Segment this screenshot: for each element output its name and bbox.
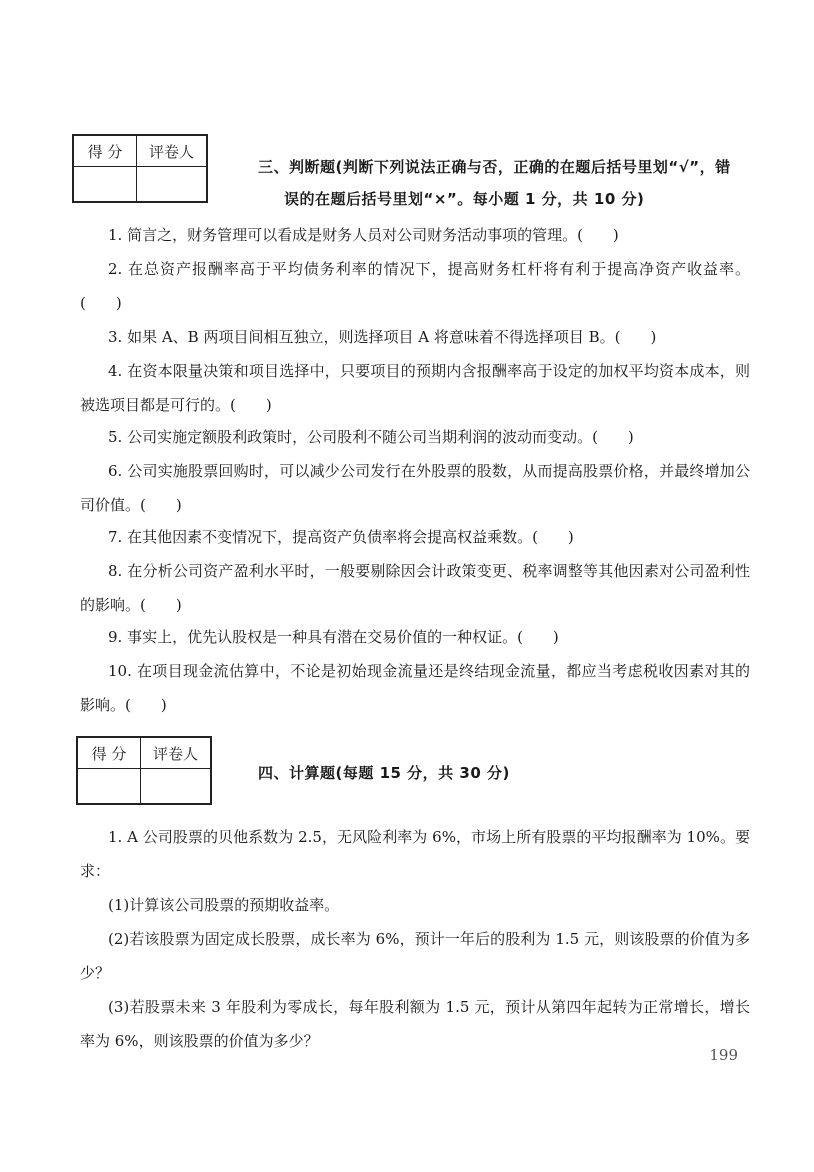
question-5: 5. 公司实施定额股利政策时，公司股利不随公司当期利润的波动而变动。( ) xyxy=(108,428,634,446)
score-label: 得 分 xyxy=(73,135,137,167)
section-4-heading: 四、计算题(每题 15 分，共 30 分) xyxy=(258,764,510,782)
score-box-section-4 xyxy=(76,736,212,805)
grader-cell[interactable] xyxy=(137,167,208,203)
calc-question-1: 1. A 公司股票的贝他系数为 2.5，无风险利率为 6%，市场上所有股票的平均报酬率为 10%。要求： xyxy=(80,828,750,880)
score-box-section-3 xyxy=(72,134,208,203)
question-3: 3. 如果 A、B 两项目间相互独立，则选择项目 A 将意味着不得选择项目 B。( ) xyxy=(108,328,657,346)
section-3-heading-line1: 三、判断题(判断下列说法正确与否，正确的在题后括号里划“√”，错 xyxy=(258,158,731,176)
calc-question-1-part-2: (2)若该股票为固定成长股票，成长率为 6%，预计一年后的股利为 1.5 元，则该股票的价值为多少？ xyxy=(80,930,750,982)
grader-label: 评卷人 xyxy=(141,737,212,769)
question-10: 10. 在项目现金流估算中，不论是初始现金流量还是终结现金流量，都应当考虑税收因素对其的影响。( ) xyxy=(80,662,750,714)
section-3-heading-line2: 误的在题后括号里划“×”。每小题 1 分，共 10 分) xyxy=(284,190,645,208)
grader-cell[interactable] xyxy=(141,769,212,805)
question-7: 7. 在其他因素不变情况下，提高资产负债率将会提高权益乘数。( ) xyxy=(108,528,574,546)
score-cell[interactable] xyxy=(77,769,141,805)
calc-question-1-part-3: (3)若股票未来 3 年股利为零成长，每年股利额为 1.5 元，预计从第四年起转为正常增长，增长率为 6%，则该股票的价值为多少？ xyxy=(80,998,750,1050)
question-6: 6. 公司实施股票回购时，可以减少公司发行在外股票的股数，从而提高股票价格，并最终增加公司价值。( ) xyxy=(80,462,750,514)
question-9: 9. 事实上，优先认股权是一种具有潜在交易价值的一种权证。( ) xyxy=(108,628,559,646)
page-number: 199 xyxy=(709,1046,738,1064)
score-label: 得 分 xyxy=(77,737,141,769)
question-4: 4. 在资本限量决策和项目选择中，只要项目的预期内含报酬率高于设定的加权平均资本成本，则被选项目都是可行的。( ) xyxy=(80,362,750,414)
question-8: 8. 在分析公司资产盈利水平时，一般要剔除因会计政策变更、税率调整等其他因素对公司盈利性的影响。( ) xyxy=(80,562,750,614)
grader-label: 评卷人 xyxy=(137,135,208,167)
calc-question-1-part-1: (1)计算该公司股票的预期收益率。 xyxy=(108,896,340,914)
question-1: 1. 简言之，财务管理可以看成是财务人员对公司财务活动事项的管理。( ) xyxy=(108,226,619,244)
question-2: 2. 在总资产报酬率高于平均债务利率的情况下，提高财务杠杆将有利于提高净资产收益率。( ) xyxy=(80,260,750,312)
score-cell[interactable] xyxy=(73,167,137,203)
